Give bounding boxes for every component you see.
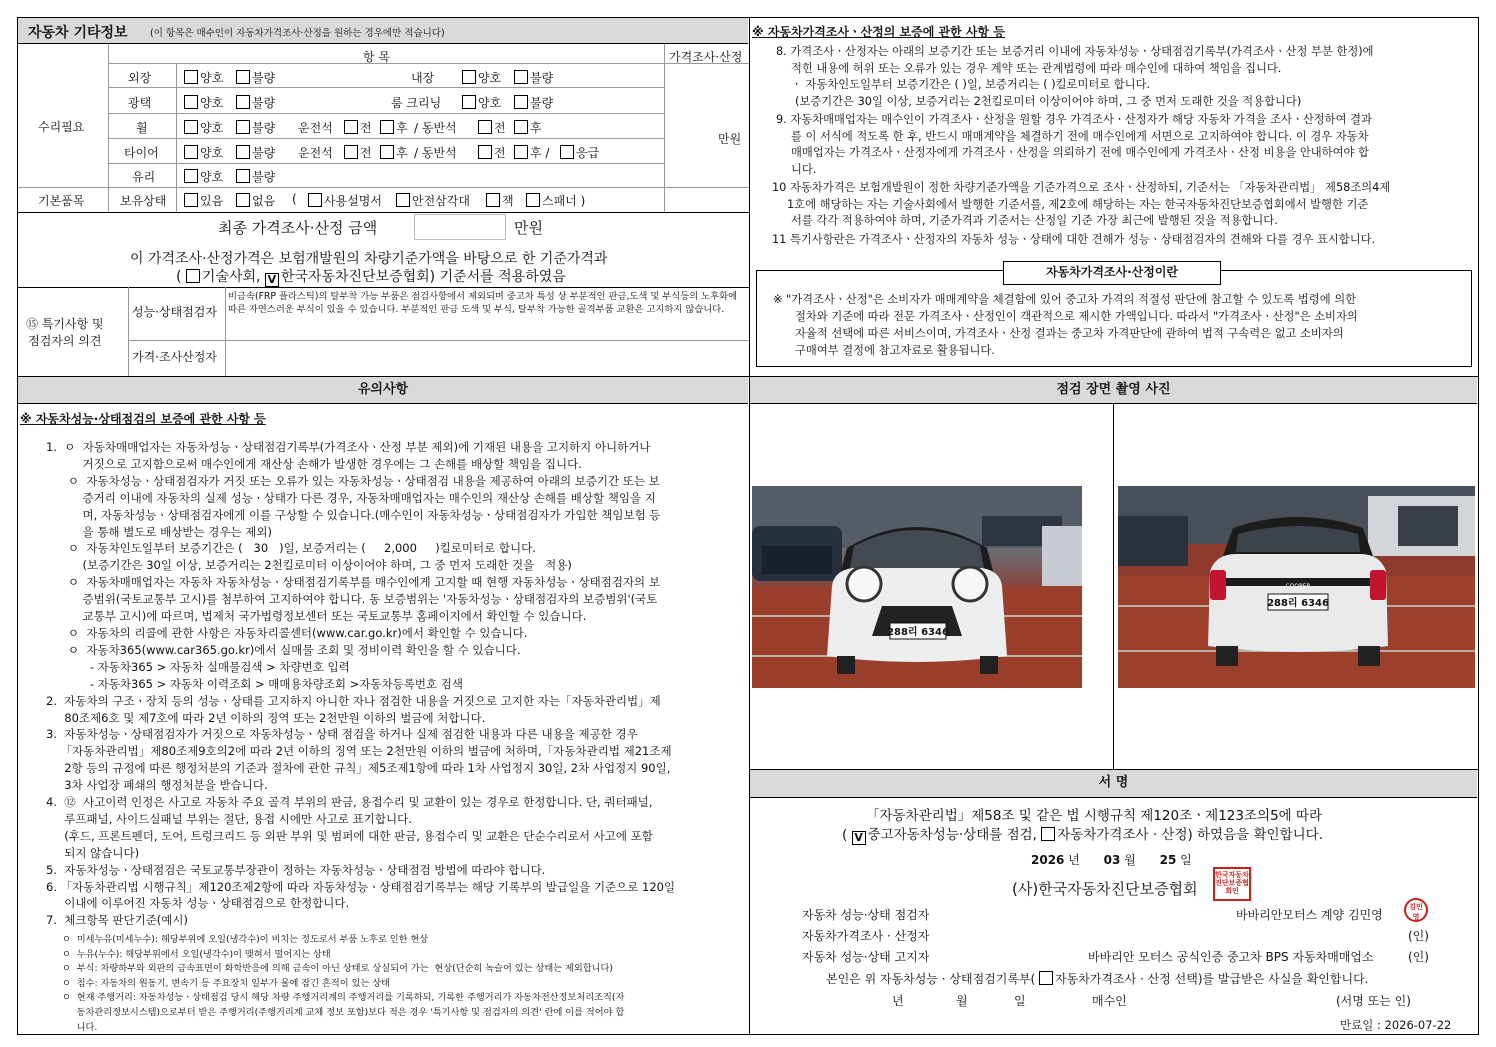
confirm-line-1: 「자동차관리법」제58조 및 같은 법 시행규칙 제120조ㆍ제123조의5에 따라 bbox=[866, 808, 1323, 824]
checkbox-tire-emergency[interactable] bbox=[560, 145, 574, 159]
perf-inspection-label: 중고자동차성능·상태를 점검, bbox=[867, 827, 1037, 843]
receipt-text: 본인은 위 자동차성능 · 상태점검기록부( bbox=[826, 972, 1036, 986]
guarantee-item-9: 9. 자동차매매업자는 매수인이 가격조사ㆍ산정을 원할 경우 가격조사ㆍ산정자가 해당 자동차 가격을 조사ㆍ산정하여 결과 bbox=[776, 113, 1372, 126]
opt-label: 불량 bbox=[530, 71, 554, 85]
label-gloss: 광택 bbox=[128, 96, 152, 110]
criteria-item: ㅇ 미세누유(미세누수): 해당부위에 오일(냉각수)이 비치는 정도로서 부품 노후로 인한 현상 bbox=[62, 934, 429, 945]
notes-line: 80조제6호 및 제7호에 따라 2년 이하의 징역 또는 2천만원 이하의 벌금에 처합니다. bbox=[46, 710, 486, 725]
opt-label: 양호 bbox=[200, 71, 224, 85]
photo-header bbox=[750, 377, 1477, 404]
checkbox-exterior-good[interactable] bbox=[184, 70, 198, 84]
opt-label: 후 bbox=[530, 121, 542, 135]
checkbox-interior-good[interactable] bbox=[462, 70, 476, 84]
org-stamp bbox=[1213, 867, 1251, 901]
checkbox-manual[interactable] bbox=[308, 193, 322, 207]
checkbox-tire-driver-front[interactable] bbox=[344, 145, 358, 159]
price-survey-label: 자동차가격조사 · 산정) 하였음을 확인합니다. bbox=[1057, 827, 1324, 843]
opt-label: 불량 bbox=[252, 71, 276, 85]
checkbox-glass-bad[interactable] bbox=[236, 169, 250, 183]
notes-line: 루프패널, 사이드실패널 부위는 절단, 용접 시에만 사고로 표기합니다. bbox=[46, 811, 412, 826]
opt-label: 양호 bbox=[200, 170, 224, 184]
rear-plate-text: 288리 6346 bbox=[1267, 598, 1329, 609]
receipt-text: 자동차가격조사 · 산정 선택)를 발급받은 사실을 확인합니다. bbox=[1055, 972, 1369, 986]
guarantee-item-9-cont: 를 이 서식에 적도록 한 후, 반드시 매매계약을 체결하기 전에 매수인에게 서면으로 고지하여야 합니다. 이 경우 자동차 bbox=[791, 129, 1369, 143]
notes-line: 7. 체크항목 판단기준(예시) bbox=[46, 913, 189, 928]
opt-label: 전 bbox=[360, 146, 372, 160]
inspector-seal bbox=[1404, 898, 1428, 922]
section-subtitle: (이 항목은 매수인이 자동차가격조사·산정을 원하는 경우에만 적습니다) bbox=[150, 28, 445, 39]
label-holding: 보유상태 bbox=[120, 194, 167, 208]
opt-label: 양호 bbox=[478, 96, 502, 110]
confirm-line-2 bbox=[842, 823, 1323, 845]
opt-label: 사용설명서 bbox=[324, 194, 382, 208]
definition-line: 절차와 기준에 따라 전문 가격조사ㆍ산정인이 객관적으로 제시한 가액입니다. 따라서 "가격조사ㆍ산정"은 소비자의 bbox=[795, 310, 1358, 323]
buyer-year-unit: 년 bbox=[892, 994, 904, 1008]
perf-guarantee-title: ※ 자동차성능·상태점검의 보증에 관한 사항 등 bbox=[20, 412, 266, 426]
notifier-label: 자동차 성능·상태 고지자 bbox=[802, 950, 930, 964]
opt-label: 전 bbox=[360, 121, 372, 135]
front-car-photo bbox=[752, 486, 1082, 688]
inspector-seal-text: 김민영 bbox=[1409, 903, 1423, 921]
guarantee-item-9-cont: 니다. bbox=[791, 162, 817, 176]
front-plate-text: 288리 6346 bbox=[887, 627, 949, 638]
label-exterior: 외장 bbox=[128, 71, 152, 85]
notes-line: 3. 자동차성능ㆍ상태점검자가 거짓으로 자동차성능ㆍ상태 점검을 하거나 실제 점검한 내용과 다른 내용을 제공한 경우 bbox=[46, 727, 638, 742]
checkbox-interior-bad[interactable] bbox=[514, 70, 528, 84]
opt-label: 후 bbox=[530, 146, 542, 160]
pricer-label: 자동차가격조사 · 산정자 bbox=[802, 929, 930, 943]
opt-label: 응급 bbox=[576, 146, 600, 160]
kaida-label: 한국자동차진단보증협회) 기준서를 적용하였음 bbox=[280, 269, 566, 285]
checkbox-spanner[interactable] bbox=[526, 193, 540, 207]
price-definition-box bbox=[756, 265, 1472, 367]
basic-items-label: 기본품목 bbox=[38, 194, 85, 208]
receipt-line bbox=[826, 970, 1368, 987]
paren: ( bbox=[292, 192, 297, 206]
checkbox-gloss-good[interactable] bbox=[184, 95, 198, 109]
rear-car-photo bbox=[1118, 486, 1475, 688]
notes-line: ㅇ 자동차의 리콜에 관한 사항은 자동차리콜센터(www.car.go.kr)에서 확인할 수 있습니다. bbox=[46, 625, 528, 640]
definition-line: ※ "가격조사ㆍ산정"은 소비자가 매매계약을 체결함에 있어 중고차 가격의 적절성 판단에 참고할 수 있도록 법령에 의한 bbox=[773, 293, 1357, 306]
criteria-item: 니다. bbox=[62, 1021, 98, 1033]
org-stamp-text: 한국자동차진단보증협회인 bbox=[1215, 871, 1249, 895]
checkbox-room-bad[interactable] bbox=[514, 95, 528, 109]
label-driver-seat: 운전석 bbox=[298, 146, 333, 160]
sign-date bbox=[1031, 851, 1192, 868]
other-info-section: 자동차 기타정보 (이 항목은 매수인이 자동차가격조사·산정을 원하는 경우에만 적습니다) 항 목 가격조사·산정 수리필요 기본품목 만원 외장 양호 불량 내장 양호 불량 광택 양호 불량 룸 크리닝 양호 불량 휠 양호 불량 운전석 전 후 / 동반석 전 후 타이어 양호 불량 운전석 전 후 / 동반석 전 후 / 응급 유리 양호 불량 보유상태 있음 없음 ( 사용설명서 안전삼각대 잭 스패너 ) 최종 가격조사·산정 금액 만원 이 가격조사·산정가격은 보험개발원의 차량기준가액을 바탕으로 한 기준가격과 ( 기술사회, V 한국자동차진단보증협회) 기준서를 적용하였음 ⑮ 특기사항 및 점검자의 의견 성능·상태점검자 가격·조사산정자 비금속(FRP 플라스틱)의 탈부착 가능 부품은 점검사항에서 제외되며 중고차 특성 상 부분적인 판금,도색 및 부식등의 노후화에 따른 자연스러운 부식이 있을 수 있습니다. 부분적인 판금 도색 및 부식, 탈부착 가능한 골격부품 교환은 고지하지 않습니다. bbox=[17, 17, 750, 377]
signature-section bbox=[750, 769, 1479, 1035]
notes-line: ㅇ 자동차매매업자는 자동차 자동차성능ㆍ상태점검기록부를 매수인에게 고지할 때 현행 자동차성능ㆍ상태점검자의 보 bbox=[46, 575, 660, 590]
notes-line: 증범위(국토교통부 고시)를 첨부하여 고지하여야 합니다. 동 보증범위는 '자동차성능ㆍ상태점검자의 보증범위'(국토 bbox=[46, 592, 658, 607]
signature-header-label: 서 명 bbox=[1098, 775, 1129, 790]
opt-label: 양호 bbox=[200, 121, 224, 135]
buyer-label: 매수인 bbox=[1092, 994, 1127, 1008]
checkbox-glass-good[interactable] bbox=[184, 169, 198, 183]
inspector-value: 바바리안모터스 계양 김민영 bbox=[1236, 908, 1383, 922]
criteria-item: 동차관리정보시스템)으로부터 받은 주행거리(주행거리계 교체 정보 포함)보다 적은 경우 '특기사항 및 점검자의 의견' 란에 이를 적어야 합 bbox=[62, 1006, 625, 1018]
notes-line: - 자동차365 > 자동차 실매물검색 > 차량번호 입력 bbox=[46, 659, 350, 674]
criteria-item: ㅇ 현재 주행거리: 자동차성능ㆍ상태점검 당시 해당 차량 주행거리계의 주행거리를 기록하되, 기록한 주행거리가 자동차전산정보처리조직(자 bbox=[62, 992, 625, 1004]
opt-label: 있음 bbox=[200, 194, 224, 208]
section-title: 자동차 기타정보 bbox=[28, 25, 128, 41]
definition-line: 구매여부 결정에 참고자료로 활용됩니다. bbox=[795, 344, 995, 357]
col-header-price: 가격조사·산정 bbox=[669, 50, 743, 64]
checkbox-engineers-society[interactable] bbox=[186, 269, 200, 283]
opt-label: 잭 bbox=[502, 194, 514, 208]
definition-line: 자율적 선택에 따른 서비스이며, 가격조사ㆍ산정 결과는 중고차 가격판단에 관하여 법적 구속력은 없고 소비자의 bbox=[795, 327, 1344, 340]
notes-line: - 자동차365 > 자동차 이력조회 > 매매용차량조회 >자동차등록번호 검색 bbox=[46, 676, 463, 691]
notes-line: 5. 자동차성능ㆍ상태점검은 국토교통부장관이 정하는 자동차성능ㆍ상태점검 방법에 따라야 합니다. bbox=[46, 862, 546, 877]
checkbox-wheel-driver-front[interactable] bbox=[344, 120, 358, 134]
checkbox-tire-pass-rear[interactable] bbox=[514, 145, 528, 159]
expiry-date: 만료일 : 2026-07-22 bbox=[1340, 1018, 1452, 1032]
notes-line: 며, 자동차성능ㆍ상태점검자에게 이를 구상할 수 있습니다.(매수인이 자동차성능ㆍ상태점검자가 가입한 책임보험 등 bbox=[46, 507, 661, 522]
notes-line: 되지 않습니다) bbox=[46, 845, 140, 860]
label-driver-seat: 운전석 bbox=[298, 121, 333, 135]
sign-day: 25 bbox=[1159, 853, 1177, 867]
checkbox-jack[interactable] bbox=[486, 193, 500, 207]
notes-line: (보증기간은 30일 이상, 보증거리는 2천킬로미터 이상이어야 하며, 그 중 먼저 도래한 것을 적용) bbox=[46, 558, 572, 573]
opt-label: 없음 bbox=[252, 194, 276, 208]
basis-line-1: 이 가격조사·산정가격은 보험개발원의 차량기준가액을 바탕으로 한 기준가격과 bbox=[130, 251, 608, 267]
notifier-value: 바바리안 모터스 공식인증 중고차 BPS 자동차매매업소 bbox=[1088, 950, 1374, 964]
guarantee-item-10-cont: 1호에 해당하는 자는 기술사회에서 발행한 기준서를, 제2호에 해당하는 자는 한국자동차진단보증협회에서 발행한 기준 bbox=[787, 197, 1369, 211]
notes-line: 을 통해 별도로 배상받는 경우는 제외) bbox=[46, 524, 272, 539]
special-inspector-label: 성능·상태점검자 bbox=[132, 305, 217, 319]
final-price-input[interactable] bbox=[414, 214, 506, 240]
checkbox-tire-pass-front[interactable] bbox=[478, 145, 492, 159]
label-passenger-seat: / 동반석 bbox=[414, 146, 457, 160]
checkbox-kaida-checked[interactable]: V bbox=[265, 273, 279, 287]
checkbox-wheel-pass-rear[interactable] bbox=[514, 120, 528, 134]
engineers-society-label: 기술사회, bbox=[201, 269, 261, 285]
special-notes-text: 비금속(FRP 플라스틱)의 탈부착 가능 부품은 점검사항에서 제외되며 중고차 특성 상 부분적인 판금,도색 및 부식등의 노후화에 따른 자연스러운 부식이 있을 수 있습니다. 부분적인 판금 도색 및 부식, 탈부착 가능한 골격부품 교환은 고지하지 않습니다. bbox=[228, 291, 738, 315]
criteria-list bbox=[62, 933, 624, 1035]
checkbox-price-survey[interactable] bbox=[1041, 827, 1055, 841]
special-notes-label: ⑮ 특기사항 및 점검자의 의견 bbox=[26, 317, 104, 348]
notes-line: 교통부 고시)에 따르며, 법제처 국가법령정보센터 또는 국토교통부 홈페이지에서 확인할 수 있습니다. bbox=[46, 609, 587, 624]
checkbox-wheel-pass-front[interactable] bbox=[478, 120, 492, 134]
opt-label: 양호 bbox=[478, 71, 502, 85]
price-unit: 만원 bbox=[718, 132, 742, 146]
checkbox-tire-good[interactable] bbox=[184, 145, 198, 159]
notes-section bbox=[17, 376, 750, 1035]
buyer-month-unit: 월 bbox=[956, 994, 968, 1008]
checkbox-exterior-bad[interactable] bbox=[236, 70, 250, 84]
notes-line: 증거리 이내에 자동차의 실제 성능ㆍ상태가 다른 경우, 자동차매매업자는 매수인의 재산상 손해를 배상할 책임을 지 bbox=[46, 490, 656, 505]
checkbox-perf-inspection-checked[interactable]: V bbox=[852, 831, 866, 845]
guarantee-item-10-cont: 서를 각각 적용하여야 하며, 기준가격과 기준서는 산정일 기준 가장 최근에 발행된 것을 적용합니다. bbox=[791, 214, 1278, 227]
col-header-item: 항 목 bbox=[363, 50, 390, 64]
special-pricer-label: 가격·조사산정자 bbox=[132, 350, 217, 364]
checkbox-tire-bad[interactable] bbox=[236, 145, 250, 159]
notes-line: 「자동차관리법」제80조제9호의2에 따라 2년 이하의 징역 또는 2천만원 이하의 벌금에 처하며,「자동차관리법 제21조제 bbox=[46, 744, 672, 759]
opt-label: 스패너 ) bbox=[542, 194, 586, 208]
opt-label: 양호 bbox=[200, 146, 224, 160]
guarantee-item-8-note: (보증기간은 30일 이상, 보증거리는 2천킬로미터 이상이어야 하며, 그 중 먼저 도래한 것을 적용합니다) bbox=[795, 94, 1302, 108]
sign-year: 2026 bbox=[1031, 853, 1065, 867]
guarantee-item-9-cont: 매매업자는 가격조사ㆍ산정자에게 가격조사ㆍ산정을 의뢰하기 전에 매수인에게 가격조사ㆍ산정 비용을 안내하여야 합 bbox=[791, 146, 1369, 159]
checkbox-wheel-driver-rear[interactable] bbox=[380, 120, 394, 134]
checkbox-wheel-bad[interactable] bbox=[236, 120, 250, 134]
notes-line: 이내에 이루어진 자동차 성능ㆍ상태점검으로 한정합니다. bbox=[46, 896, 350, 911]
guarantee-item-8: 8. 가격조사ㆍ산정자는 아래의 보증기간 또는 보증거리 이내에 자동차성능ㆍ상태점검기록부(가격조사ㆍ산정 부분 한정)에 bbox=[776, 45, 1374, 58]
opt-label: 전 bbox=[494, 121, 506, 135]
basis-line-2 bbox=[176, 266, 566, 287]
notes-body bbox=[46, 439, 675, 929]
label-room-cleaning: 룸 크리닝 bbox=[391, 96, 442, 110]
day-unit: 일 bbox=[1180, 853, 1192, 867]
notes-line: ㅇ 자동차인도일부터 보증기간은 ( 30 )일, 보증거리는 ( 2,000 )킬로미터로 합니다. bbox=[46, 541, 536, 556]
label-wheel: 휠 bbox=[136, 121, 148, 135]
notes-line: ㅇ 자동차성능ㆍ상태점검자가 거짓 또는 오류가 있는 자동차성능ㆍ상태점검 내용을 제공하여 아래의 보증기간 또는 보 bbox=[46, 473, 660, 488]
paren: ( bbox=[176, 269, 182, 285]
checkbox-have[interactable] bbox=[184, 193, 198, 207]
guarantee-item-11: 11 특기사항란은 가격조사ㆍ산정자의 자동차 성능ㆍ상태에 대한 견해가 성능ㆍ상태점검자의 견해와 다를 경우 표시합니다. bbox=[772, 232, 1376, 246]
month-unit: 월 bbox=[1124, 853, 1136, 867]
rear-badge-text: COOPER bbox=[1285, 583, 1311, 590]
pricer-seal: (인) bbox=[1408, 929, 1429, 943]
criteria-item: ㅇ 침수: 자동차의 원동기, 변속기 등 주요장치 일부가 물에 잠긴 흔적이 있는 상태 bbox=[62, 977, 390, 989]
opt-label: 불량 bbox=[530, 96, 554, 110]
notes-header bbox=[18, 377, 748, 404]
opt-label: 불량 bbox=[252, 170, 276, 184]
notes-line: 3차 사업장 폐쇄의 행정처분을 받습니다. bbox=[46, 778, 268, 793]
guarantee-item-8-period: ㆍ 자동차인도일부터 보증기간은 ( )일, 보증거리는 ( )킬로미터로 합니다. bbox=[791, 78, 1151, 91]
opt-label: 불량 bbox=[252, 96, 276, 110]
buyer-day-unit: 일 bbox=[1014, 994, 1026, 1008]
inspector-label: 자동차 성능·상태 점검자 bbox=[802, 908, 930, 922]
guarantee-item-8-cont: 적힌 내용에 허위 또는 오류가 있는 경우 계약 또는 관계법령에 따라 매수인에 대하여 책임을 집니다. bbox=[791, 61, 1282, 75]
price-definition-title: 자동차가격조사·산정이란 bbox=[1003, 261, 1221, 285]
notes-line: 2. 자동차의 구조ㆍ장치 등의 성능ㆍ상태를 고지하지 아니한 자나 점검한 내용을 거짓으로 고지한 자는「자동차관리법」제 bbox=[46, 693, 661, 708]
notes-header-label: 유의사항 bbox=[357, 382, 409, 397]
criteria-item: ㅇ 부식: 차량하부와 외판의 금속표면이 화학반응에 의해 금속이 아닌 상태로 상실되어 가는 현상(단순히 녹슬어 있는 상태는 제외합니다) bbox=[62, 963, 613, 975]
notes-line: 2항 등의 규정에 따른 행정처분의 기준과 절차에 관한 규칙」제5조제1항에 따라 1차 사업정지 30일, 2차 사업정지 90일, bbox=[46, 761, 671, 776]
opt-label: 후 bbox=[396, 146, 408, 160]
checkbox-none[interactable] bbox=[236, 193, 250, 207]
notes-line: 6. 「자동차관리법 시행규칙」제120조제2항에 따라 자동차성능ㆍ상태점검기록부는 해당 기록부의 발급일을 기준으로 120일 bbox=[46, 879, 676, 894]
opt-label: 불량 bbox=[252, 121, 276, 135]
label-passenger-seat: / 동반석 bbox=[414, 121, 457, 135]
other-info-header bbox=[18, 18, 748, 44]
photo-header-label: 점검 장면 촬영 사진 bbox=[1056, 382, 1171, 397]
final-price-unit: 만원 bbox=[514, 219, 543, 237]
opt-label: 양호 bbox=[200, 96, 224, 110]
opt-label: 전 bbox=[494, 146, 506, 160]
checkbox-room-good[interactable] bbox=[462, 95, 476, 109]
paren: ( bbox=[842, 827, 848, 843]
repair-needed-label: 수리필요 bbox=[38, 120, 85, 134]
sign-month: 03 bbox=[1103, 853, 1121, 867]
label-glass: 유리 bbox=[132, 170, 156, 184]
opt-label: 안전삼각대 bbox=[412, 194, 470, 208]
final-price-label: 최종 가격조사·산정 금액 bbox=[218, 219, 378, 237]
year-unit: 년 bbox=[1068, 853, 1080, 867]
label-tire: 타이어 bbox=[124, 146, 159, 160]
checkbox-wheel-good[interactable] bbox=[184, 120, 198, 134]
photo-section bbox=[750, 376, 1479, 770]
checkbox-tire-driver-rear[interactable] bbox=[380, 145, 394, 159]
notifier-seal: (인) bbox=[1408, 950, 1429, 964]
signature-header bbox=[750, 770, 1477, 798]
opt-label: 불량 bbox=[252, 146, 276, 160]
criteria-item: ㅇ 누유(누수): 해당부위에서 오일(냉각수)이 맺혀서 떨어지는 상태 bbox=[62, 948, 331, 960]
buyer-signature-field[interactable]: (서명 또는 인) bbox=[1336, 994, 1411, 1008]
notes-line: 거짓으로 고지함으로써 매수인에게 재산상 손해가 발생한 경우에는 그 손해를 배상할 책임을 집니다. bbox=[46, 456, 582, 471]
checkbox-price-survey-select[interactable] bbox=[1039, 971, 1053, 985]
checkbox-gloss-bad[interactable] bbox=[236, 95, 250, 109]
price-guarantee-title: ※ 자동차가격조사ㆍ산정의 보증에 관한 사항 등 bbox=[752, 25, 1005, 39]
notes-line: 4. ⑫ 사고이력 인정은 사고로 자동차 주요 골격 부위의 판금, 용접수리 및 교환이 있는 경우로 한정합니다. 단, 쿼터패널, bbox=[46, 795, 653, 810]
notes-line: (후드, 프론트펜더, 도어, 트렁크리드 등 외판 부위 및 범퍼에 대한 판금, 용접수리 및 교환은 단순수리로서 사고에 포함 bbox=[46, 828, 653, 843]
label-interior: 내장 bbox=[411, 71, 435, 85]
notes-line: ㅇ 자동차365(www.car365.go.kr)에서 실매물 조회 및 정비이력 확인을 할 수 있습니다. bbox=[46, 642, 521, 657]
org-name: (사)한국자동차진단보증협회 bbox=[1012, 880, 1198, 898]
price-guarantee-section bbox=[750, 17, 1479, 377]
checkbox-triangle[interactable] bbox=[396, 193, 410, 207]
notes-line: 1. ㅇ 자동차매매업자는 자동차성능ㆍ상태점검기록부(가격조사ㆍ산정 부분 제외)에 기재된 내용을 고지하지 아니하거나 bbox=[46, 440, 651, 454]
guarantee-item-10: 10 자동차가격은 보험개발원이 정한 차량기준가액을 기준가격으로 조사ㆍ산정하되, 기준서는 「자동차관리법」 제58조의4제 bbox=[772, 181, 1391, 194]
opt-label: 후 bbox=[396, 121, 408, 135]
